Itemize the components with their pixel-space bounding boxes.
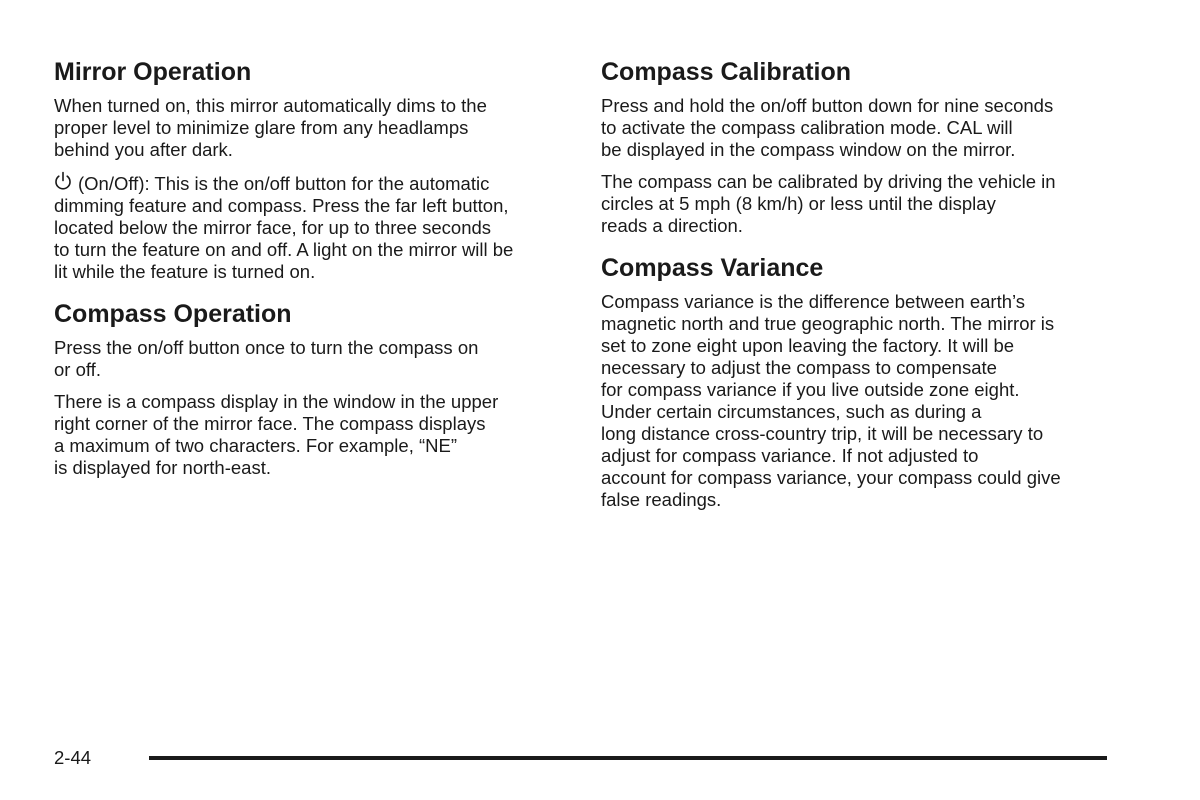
right-column (601, 56, 1121, 521)
mirror-operation-paragraph-2 (54, 171, 574, 283)
left-column (54, 56, 574, 489)
compass-operation-heading: Compass Operation (54, 300, 292, 328)
footer-rule (149, 756, 1107, 760)
mirror-operation-heading: Mirror Operation (54, 58, 252, 86)
compass-operation-paragraph-2: There is a compass display in the window in the upper right corner of the mirror face. The compass displays a maximum of two characters. For example, “NE” is displayed for north-east. (54, 391, 499, 478)
page-number: 2-44 (54, 747, 92, 768)
on-off-description: (On/Off): This is the on/off button for the automatic dimming feature and compass. Press the far left button, located below the mirror face, for up to three seconds to turn the feature on and off. A light on the mirror will be lit while the feature is turned on. (54, 173, 514, 282)
compass-variance-paragraph: Compass variance is the difference between earth’s magnetic north and true geographic north. The mirror is set to zone eight upon leaving the factory. It will be necessary to adjust the compass to compensate for compass variance if you live outside zone eight. Under certain circumstances, such as during a long distance cross-country trip, it will be necessary to adjust for compass variance. If not adjusted to account for compass variance, your compass could give false readings. (601, 291, 1061, 510)
compass-operation-paragraph-1: Press the on/off button once to turn the compass on or off. (54, 337, 479, 380)
compass-calibration-paragraph-2: The compass can be calibrated by driving the vehicle in circles at 5 mph (8 km/h) or less until the display reads a direction. (601, 171, 1056, 236)
compass-calibration-paragraph-1: Press and hold the on/off button down for nine seconds to activate the compass calibration mode. CAL will be displayed in the compass window on the mirror. (601, 95, 1054, 160)
power-icon (54, 171, 72, 191)
compass-calibration-heading: Compass Calibration (601, 58, 852, 86)
mirror-operation-paragraph-1: When turned on, this mirror automatically dims to the proper level to minimize glare from any headlamps behind you after dark. (54, 95, 487, 160)
compass-variance-heading: Compass Variance (601, 254, 824, 282)
